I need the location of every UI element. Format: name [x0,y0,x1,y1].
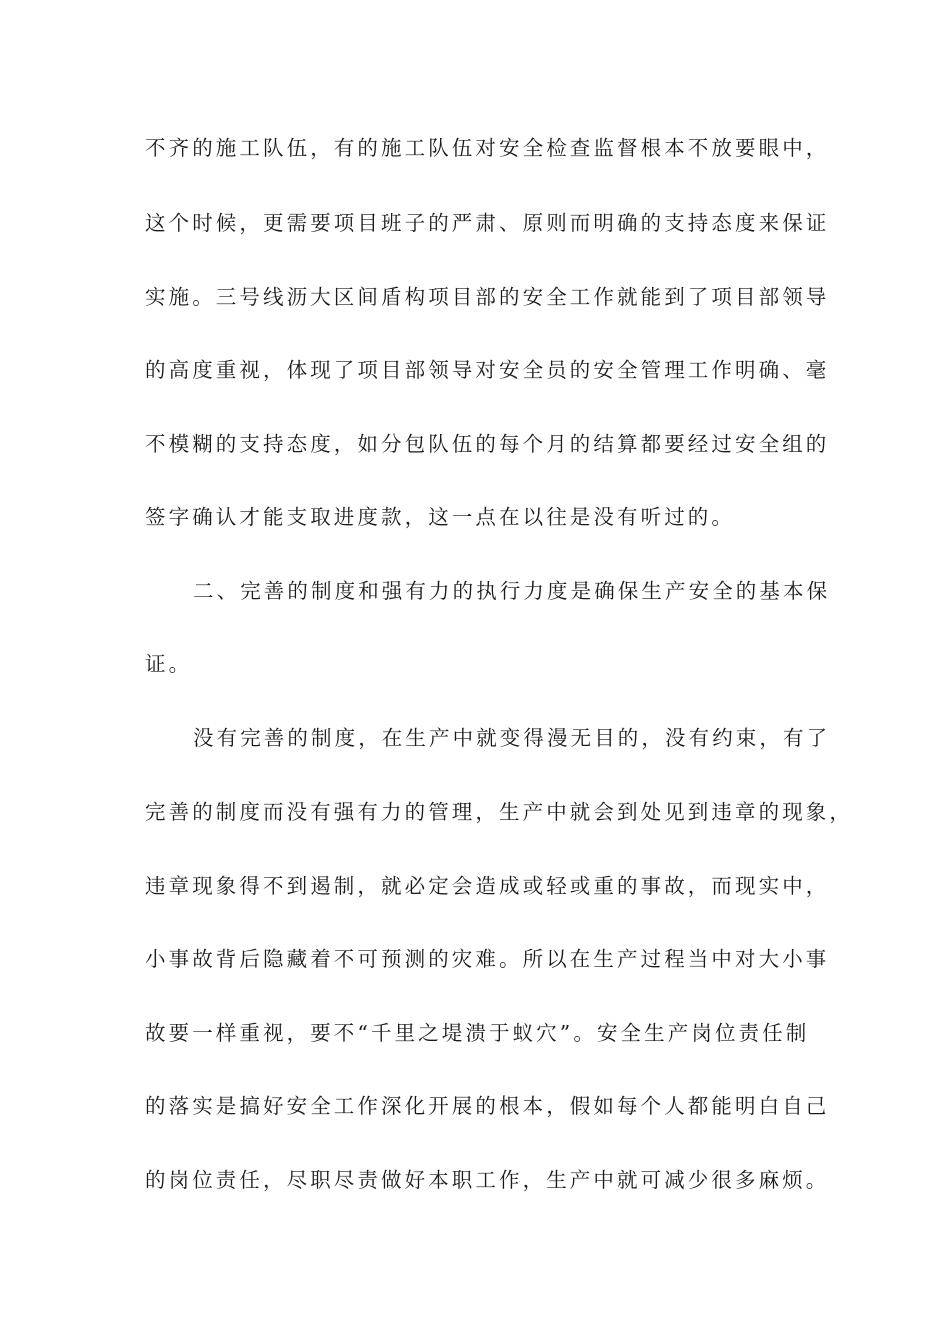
paragraph-line: 的落实是搞好安全工作深化开展的根本，假如每个人都能明白自己 [145,1094,830,1118]
paragraph-line: 这个时候，更需要项目班子的严肃、原则而明确的支持态度来保证 [145,211,830,235]
paragraph-line: 签字确认才能支取进度款，这一点在以往是没有听过的。 [145,505,735,529]
paragraph-line: 的岗位责任，尽职尽责做好本职工作，生产中就可减少很多麻烦。 [145,1168,830,1192]
paragraph-line: 实施。三号线沥大区间盾构项目部的安全工作就能到了项目部领导 [145,285,830,309]
section-heading-line: 证。 [145,652,193,676]
paragraph-line: 不齐的施工队伍，有的施工队伍对安全检查监督根本不放要眼中， [145,136,830,160]
paragraph-line: 没有完善的制度，在生产中就变得漫无目的，没有约束，有了 [193,726,831,750]
section-heading-line: 二、完善的制度和强有力的执行力度是确保生产安全的基本保 [193,579,831,603]
paragraph-line: 故要一样重视，要不“千里之堤溃于蚁穴”。安全生产岗位责任制 [145,1021,810,1045]
paragraph-line: 违章现象得不到遏制，就必定会造成或轻或重的事故，而现实中， [145,874,830,898]
paragraph-line: 不模糊的支持态度，如分包队伍的每个月的结算都要经过安全组的 [145,432,830,456]
paragraph-line: 小事故背后隐藏着不可预测的灾难。所以在生产过程当中对大小事 [145,947,830,971]
paragraph-line: 的高度重视，体现了项目部领导对安全员的安全管理工作明确、毫 [145,358,830,382]
paragraph-line: 完善的制度而没有强有力的管理，生产中就会到处见到违章的现象， [145,800,853,824]
